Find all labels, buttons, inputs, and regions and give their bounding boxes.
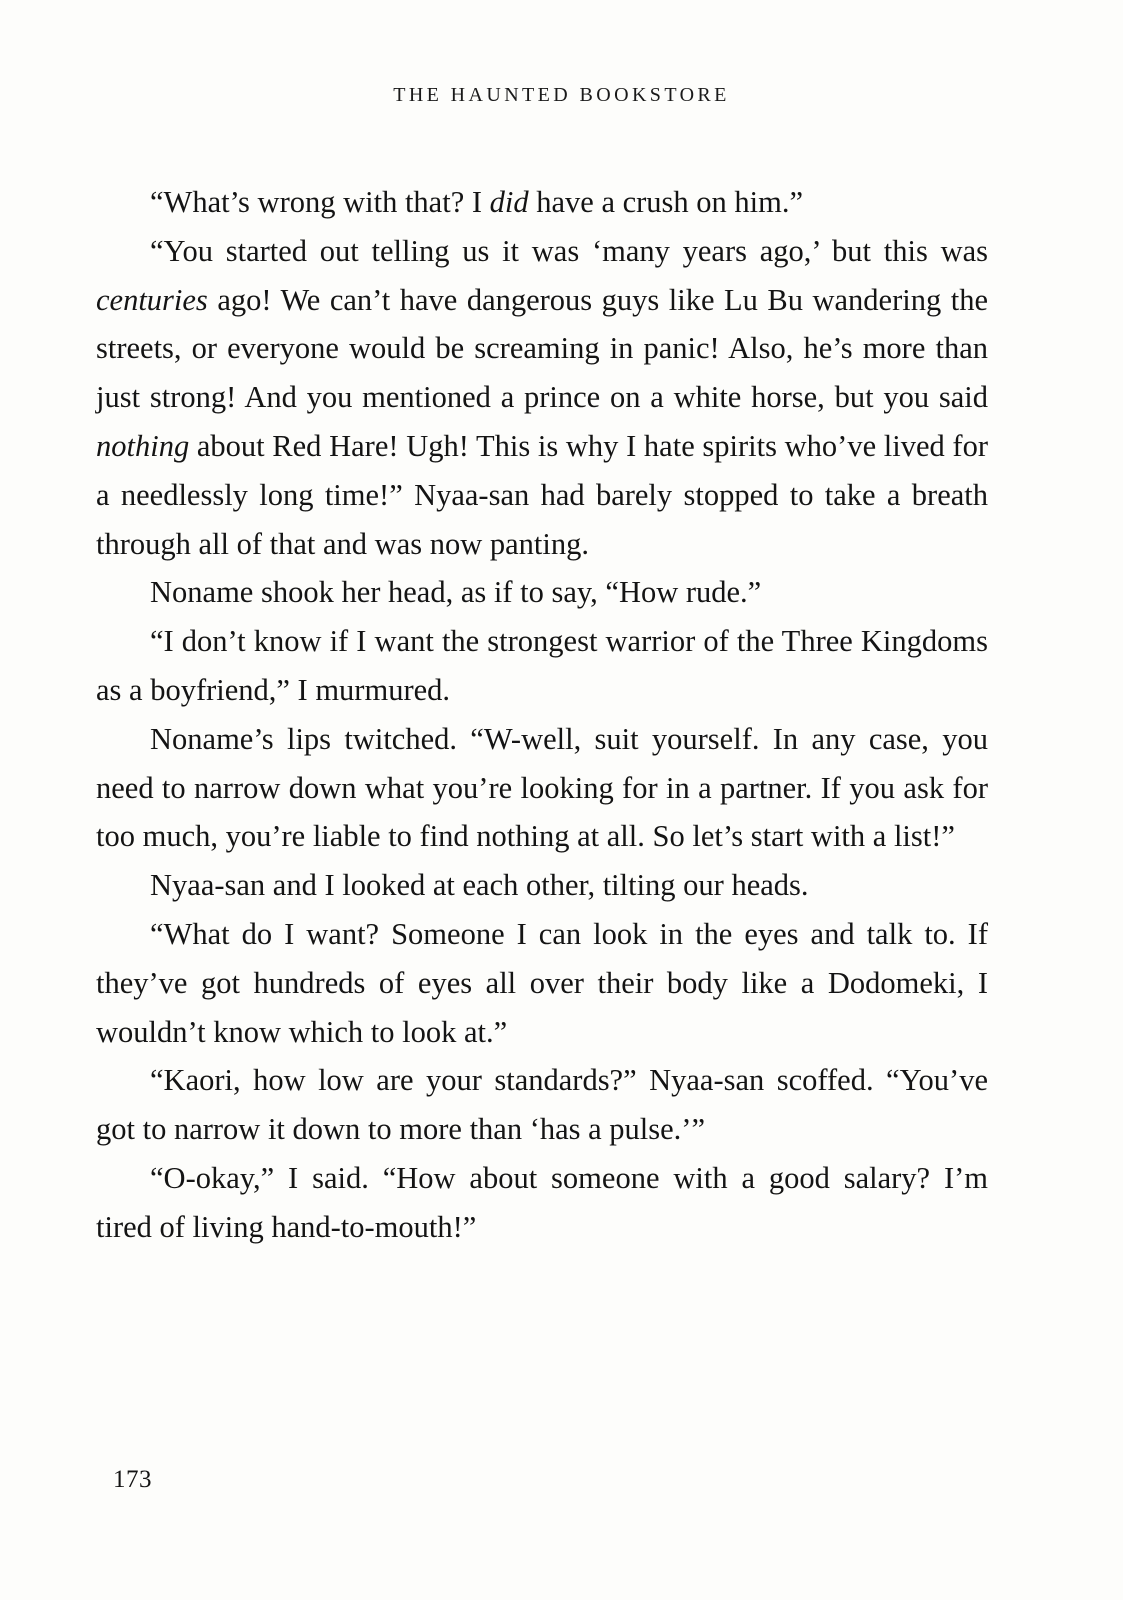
emphasis-text: did bbox=[489, 185, 529, 219]
text-run: “You started out telling us it was ‘many years ago,’ but this was bbox=[150, 233, 988, 268]
text-run: about Red Hare! Ugh! This is why I hate spirits who’ve lived for a needlessly long time!” Nyaa-san had barely stopped to take a breath through all of that and was now panting. bbox=[96, 428, 988, 561]
paragraph bbox=[96, 178, 988, 227]
paragraph bbox=[96, 617, 988, 715]
emphasis-text: nothing bbox=[96, 428, 190, 463]
text-run: Noname’s lips twitched. “W-well, suit yourself. In any case, you need to narrow down what you’re looking for in a partner. If you ask for too much, you’re liable to find nothing at all. So let’s start with a list!” bbox=[96, 721, 988, 854]
text-run: “Kaori, how low are your standards?” Nyaa-san scoffed. “You’ve got to narrow it down to more than ‘has a pulse.’” bbox=[96, 1063, 988, 1147]
paragraph bbox=[96, 861, 988, 910]
emphasis-text: centuries bbox=[96, 282, 208, 317]
running-head: THE HAUNTED BOOKSTORE bbox=[393, 84, 730, 106]
paragraph bbox=[96, 568, 988, 617]
text-run: “I don’t know if I want the strongest warrior of the Three Kingdoms as a boyfriend,” I murmured. bbox=[96, 624, 988, 707]
paragraph bbox=[96, 1154, 988, 1252]
page-number: 173 bbox=[113, 1466, 152, 1493]
text-run: “What do I want? Someone I can look in the eyes and talk to. If they’ve got hundreds of eyes all over their body like a Dodomeki, I wouldn’t know which to look at.” bbox=[96, 916, 988, 1049]
paragraph bbox=[96, 715, 988, 861]
paragraph bbox=[96, 1056, 988, 1154]
paragraph bbox=[96, 910, 988, 1056]
text-run: Noname shook her head, as if to say, “How rude.” bbox=[150, 575, 762, 610]
text-run: “What’s wrong with that? I bbox=[150, 185, 490, 219]
paragraph bbox=[96, 227, 988, 569]
text-run: ago! We can’t have dangerous guys like Lu Bu wandering the streets, or everyone would be screaming in panic! Also, he’s more than just strong! And you mentioned a prince on a white horse, but you said bbox=[96, 282, 988, 415]
text-run: have a crush on him.” bbox=[528, 185, 804, 219]
text-run: “O-okay,” I said. “How about someone with a good salary? I’m tired of living hand-to-mouth!” bbox=[96, 1160, 988, 1244]
body-text bbox=[96, 178, 988, 1252]
text-run: Nyaa-san and I looked at each other, tilting our heads. bbox=[150, 868, 809, 903]
